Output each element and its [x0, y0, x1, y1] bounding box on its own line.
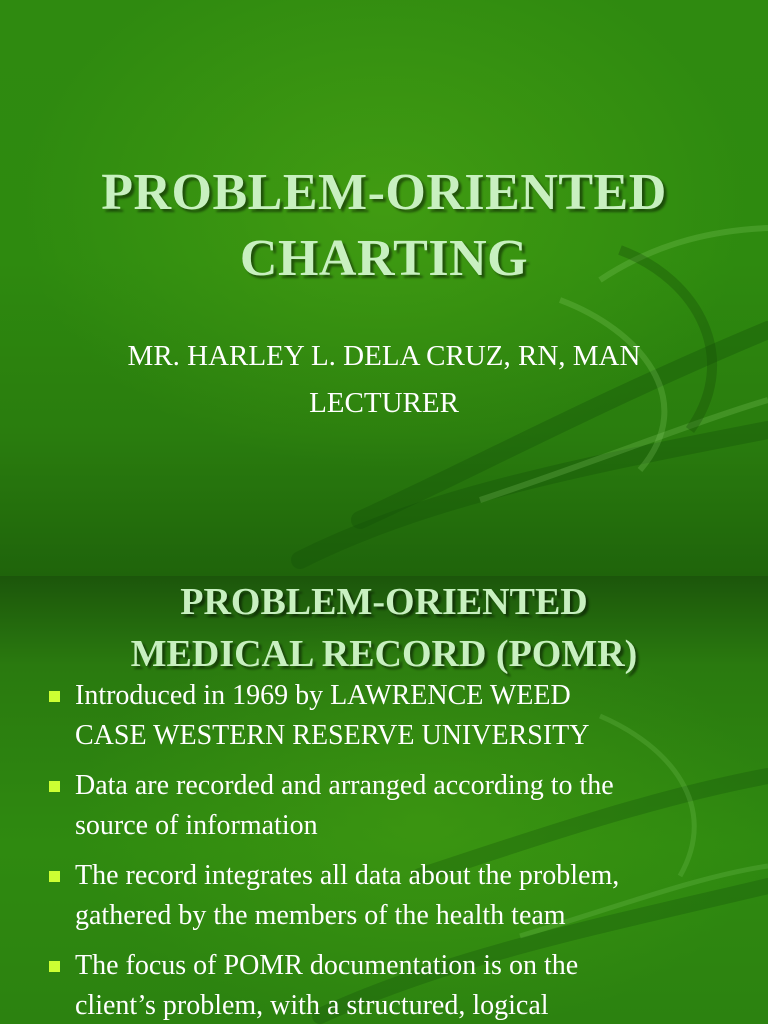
slide-title	[0, 576, 768, 680]
slide-subtitle	[0, 333, 768, 427]
square-bullet-icon	[49, 781, 60, 792]
bullet-text-line: The focus of POMR documentation is on the	[75, 950, 579, 981]
bullet-text-line: client’s problem, with a structured, logical	[75, 990, 549, 1021]
slide-title	[0, 160, 768, 292]
bullet-text-line: The record integrates all data about the problem,	[75, 860, 620, 891]
bullet-item	[0, 856, 768, 936]
title-line-1: PROBLEM-ORIENTED	[101, 164, 667, 221]
title-line-1: PROBLEM-ORIENTED	[180, 581, 588, 623]
presenter-role: LECTURER	[309, 387, 459, 419]
square-bullet-icon	[49, 691, 60, 702]
content-slide	[0, 576, 768, 1024]
bullet-text-line: gathered by the members of the health team	[75, 900, 566, 931]
square-bullet-icon	[49, 871, 60, 882]
title-line-2: CHARTING	[239, 230, 529, 287]
bullet-text-line: source of information	[75, 810, 318, 841]
title-line-2: MEDICAL RECORD (POMR)	[130, 633, 638, 675]
bullet-text-line: Data are recorded and arranged according to the	[75, 770, 614, 801]
bullet-item	[0, 946, 768, 1024]
square-bullet-icon	[49, 961, 60, 972]
bullet-text-line: CASE WESTERN RESERVE UNIVERSITY	[75, 720, 590, 751]
bullet-item	[0, 766, 768, 846]
presenter-name: MR. HARLEY L. DELA CRUZ, RN, MAN	[127, 340, 641, 372]
bullet-list	[0, 676, 768, 1024]
bullet-item	[0, 676, 768, 756]
bullet-text-line: Introduced in 1969 by LAWRENCE WEED	[75, 680, 571, 711]
